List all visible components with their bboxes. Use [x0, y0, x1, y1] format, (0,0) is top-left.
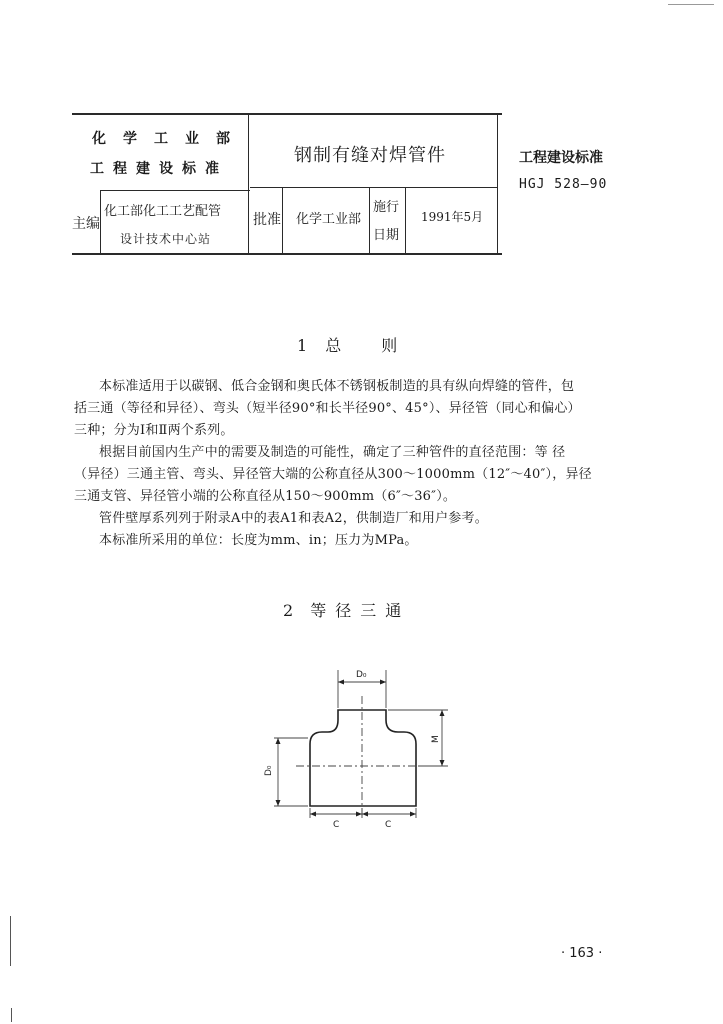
section-2-number: 2 [283, 601, 303, 620]
standard-type: 工程建设标准 [519, 150, 603, 166]
approver-label: 批准 [253, 212, 281, 228]
dimension-label-left: D₀ [264, 765, 274, 776]
header-mid-rule-right [250, 187, 497, 188]
section-1-title-part1: 总 [325, 336, 342, 355]
effective-date-value: 1991年5月 [421, 210, 484, 224]
equal-tee-diagram [256, 660, 456, 830]
page-number: · 163 · [561, 946, 603, 961]
paragraph-line: 本标准所采用的单位：长度为mm、in；压力为MPa。 [99, 533, 418, 548]
dimension-label-bottom-left: C [333, 820, 340, 830]
paragraph-line: （异径）三通主管、弯头、异径管大端的公称直径从300～1000mm（12″～40″），异径 [74, 467, 592, 482]
paragraph-line: 三种；分为Ⅰ和Ⅱ两个系列。 [74, 423, 234, 438]
dimension-label-right: M [431, 735, 441, 743]
paragraph-line: 三通支管、异径管小端的公称直径从150～900mm（6″～36″）。 [74, 489, 457, 504]
scan-mark [668, 4, 714, 5]
header-divider-date-label [369, 187, 370, 253]
header-divider-left [248, 113, 249, 253]
section-2-title: 等径三通 [310, 601, 411, 620]
standard-code: HGJ 528—90 [519, 177, 608, 192]
header-bottom-rule [72, 253, 502, 255]
paragraph-line: 管件壁厚系列列于附录A中的表A1和表A2，供制造厂和用户参考。 [99, 511, 488, 526]
header-divider-approver [282, 187, 283, 253]
section-1-title-part2: 则 [381, 336, 398, 355]
header-divider-compiler [100, 190, 101, 253]
scan-mark [10, 916, 11, 966]
header-divider-date-value [405, 187, 406, 253]
effective-date-label-2: 日期 [373, 228, 400, 243]
paragraph-line: 本标准适用于以碳钢、低合金钢和奥氏体不锈钢板制造的具有纵向焊缝的管件，包 [99, 379, 575, 394]
header-mid-rule-left [100, 190, 250, 191]
section-1-heading [297, 333, 397, 356]
compiler-name-line1: 化工部化工工艺配管 [104, 204, 222, 219]
header-top-rule [72, 113, 502, 115]
compiler-name-line2: 设计技术中心站 [120, 232, 212, 246]
header-divider-right [497, 113, 498, 253]
department-name: 化学工业部 [92, 131, 247, 147]
standard-category: 工程建设标准 [90, 161, 228, 177]
scan-mark [11, 1008, 12, 1022]
dimension-label-top: D₀ [356, 670, 367, 680]
section-1-number: 1 [297, 336, 308, 355]
effective-date-label-1: 施行 [373, 200, 400, 215]
approver-value: 化学工业部 [296, 212, 362, 227]
section-2-heading [283, 598, 410, 621]
paragraph-line: 括三通（等径和异径）、弯头（短半径90°和长半径90°、45°）、异径管（同心和偏心） [74, 401, 581, 416]
paragraph-line: 根据目前国内生产中的需要及制造的可能性，确定了三种管件的直径范围：等 径 [99, 445, 566, 460]
document-title: 钢制有缝对焊管件 [294, 145, 446, 166]
tee-outline [310, 710, 416, 806]
compiler-label: 主编 [72, 216, 100, 232]
dimension-label-bottom-right: C [385, 820, 392, 830]
